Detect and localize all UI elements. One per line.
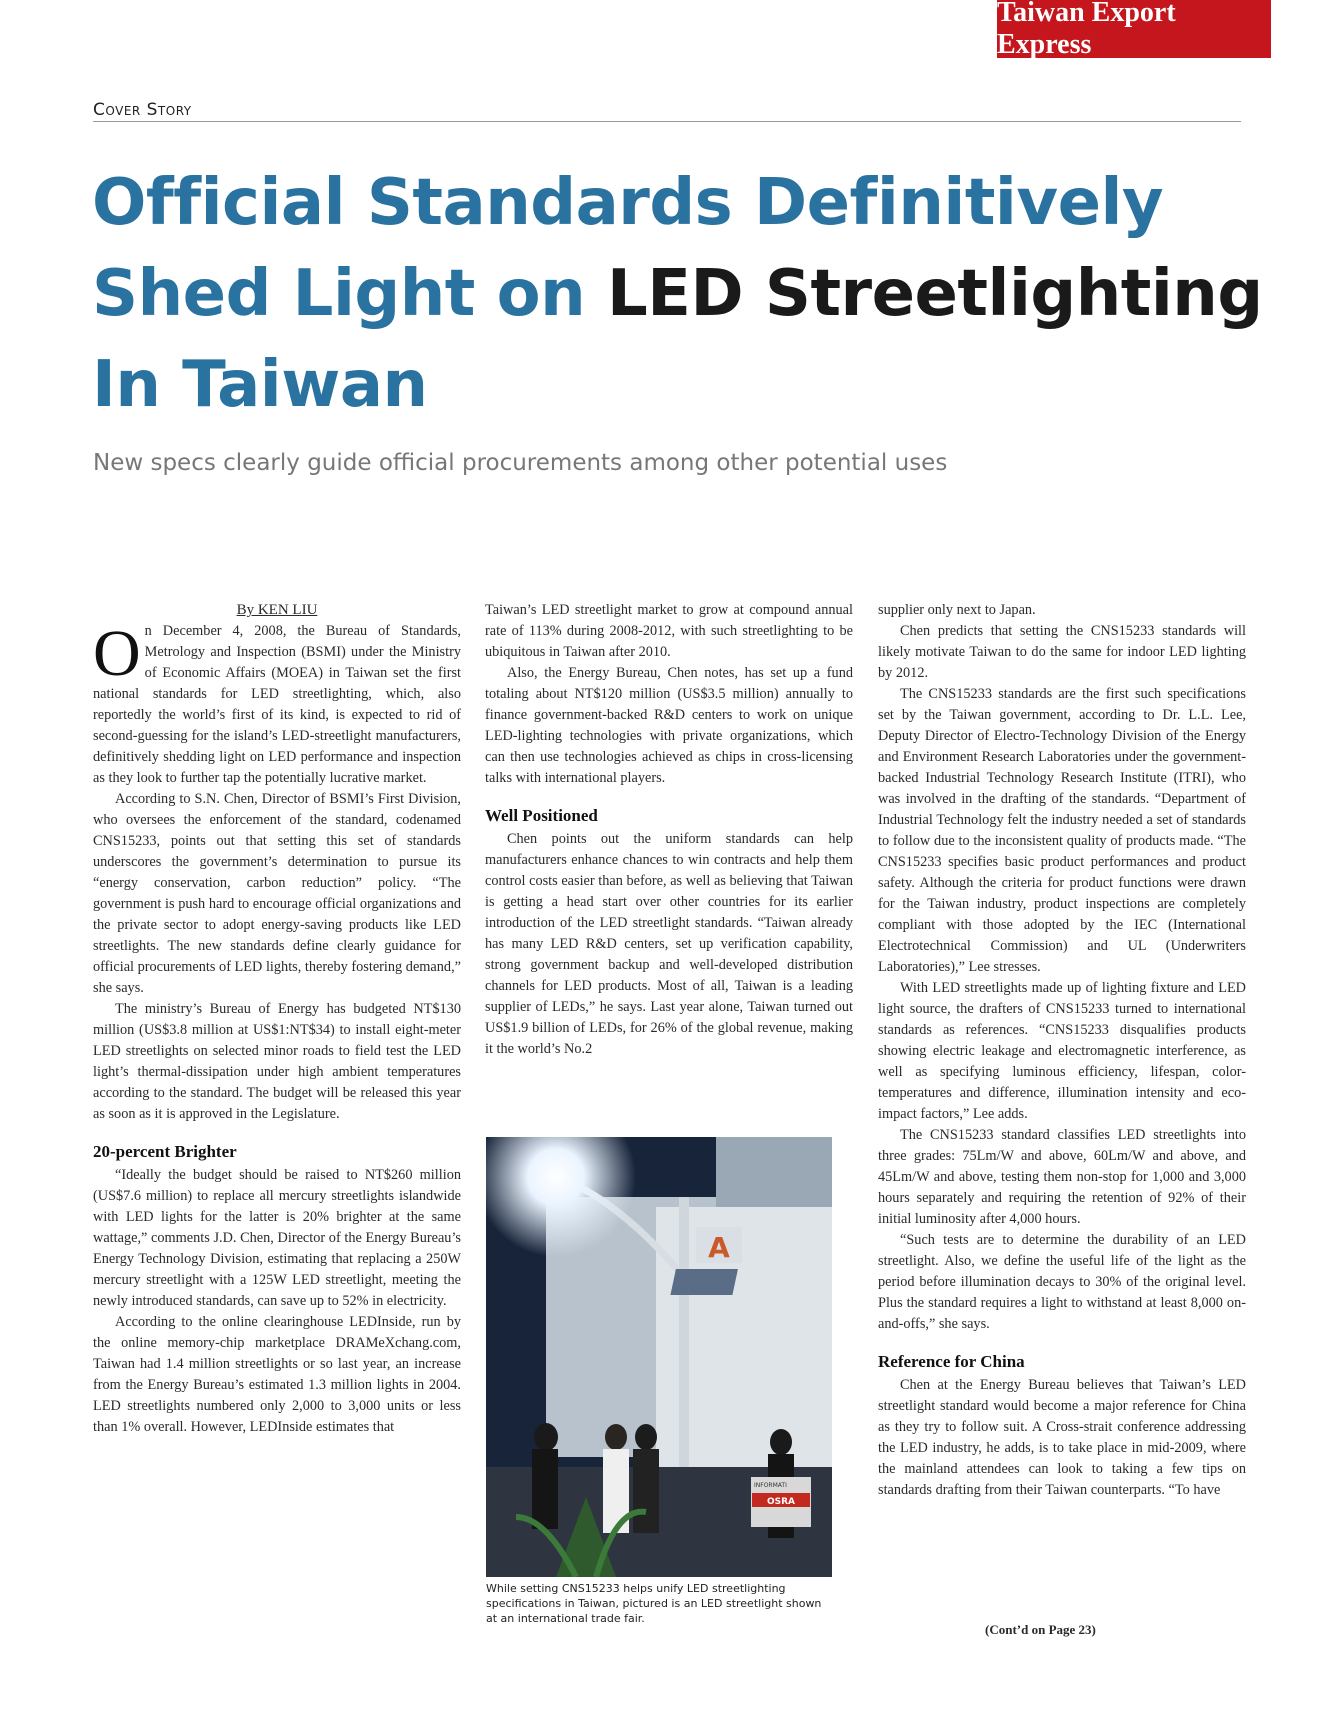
subheading: 20-percent Brighter bbox=[93, 1142, 237, 1161]
paragraph: Taiwan’s LED streetlight market to grow at compound annual rate of 113% during 2008-2012, with such streetlighting to be ubiquitous in Taiwan after 2010. bbox=[485, 602, 853, 660]
info-sign: INFORMATI bbox=[754, 1482, 787, 1489]
article-column-2 bbox=[485, 600, 853, 1060]
masthead-banner: Taiwan Export Express bbox=[997, 0, 1271, 58]
headline-blue-end: In Taiwan bbox=[92, 348, 428, 422]
subheading: Reference for China bbox=[878, 1352, 1025, 1371]
headline-dark: LED Streetlighting bbox=[606, 257, 1263, 331]
paragraph: supplier only next to Japan. bbox=[878, 602, 1036, 618]
paragraph: According to S.N. Chen, Director of BSMI’s First Division, who oversees the enforcement of the standard, codenamed CNS15233, points out that setting this set of standards underscores the government’s determination to pursue its “energy conservation, carbon reduction” policy. “The government is push hard to encourage official organizations and the private sector to adopt energy-saving products like LED streetlights. The new standards define clearly guidance for official procurements of LED lights, thereby fostering demand,” she says. bbox=[93, 791, 461, 996]
paragraph: The ministry’s Bureau of Energy has budgeted NT$130 million (US$3.8 million at US$1:NT$34) to install eight-meter LED streetlights on selected minor roads to field test the LED light’s thermal-dissipation under high ambient temperatures according to the standard. The budget will be released this year as soon as it is approved in the Legislature. bbox=[93, 1001, 461, 1122]
lead-paragraph: On December 4, 2008, the Bureau of Standards, Metrology and Inspection (BSMI) under the Ministry of Economic Affairs (MOEA) in Taiwan set the first national standards for LED streetlighting, which, also reportedly the world’s first of its kind, is expected to rid of second-guessing for the island’s LED-streetlight manufacturers, definitively shedding light on LED performance and inspection as they look to further tap the potentially lucrative market. bbox=[93, 617, 461, 786]
paragraph: Also, the Energy Bureau, Chen notes, has set up a fund totaling about NT$120 million (US$3.5 million) annually to finance government-backed R&D centers to work on unique LED-lighting technologies with private organizations, which can then use technologies achieved as chips in cross-licensing talks with international players. bbox=[485, 665, 853, 786]
paragraph: Chen predicts that setting the CNS15233 standards will likely motivate Taiwan to do the same for indoor LED lighting by 2012. bbox=[878, 623, 1246, 681]
booth-sign-letter: A bbox=[708, 1231, 730, 1264]
trade-fair-photo bbox=[486, 1137, 832, 1577]
section-rule bbox=[93, 121, 1241, 122]
continued-note: (Cont’d on Page 23) bbox=[985, 1622, 1096, 1637]
section-label: Cover Story bbox=[93, 100, 192, 120]
paragraph: According to the online clearinghouse LEDInside, run by the online memory-chip marketplace DRAMeXchang.com, Taiwan had 1.4 million streetlights or so last year, an increase from the Energy Bureau’s estimated 1.3 million lights in 2004. LED streetlights numbered only 2,000 to 3,000 units or less than 1% overall. However, LEDInside estimates that bbox=[93, 1314, 461, 1435]
paragraph: Chen points out the uniform standards can help manufacturers enhance chances to win contracts and help them control costs easier than before, as well as believing that Taiwan is getting a head start over other countries for its earlier introduction of the LED streetlight standards. “Taiwan already has many LED R&D centers, set up verification capability, strong government backup and well-developed distribution channels for LED products. Most of all, Taiwan is a leading supplier of LEDs,” he says. Last year alone, Taiwan turned out US$1.9 billion of LEDs, for 26% of the global revenue, making it the world’s No.2 bbox=[485, 831, 853, 1057]
byline: By KEN LIU bbox=[236, 602, 318, 618]
drop-cap: O bbox=[93, 617, 141, 690]
paragraph: “Such tests are to determine the durability of an LED streetlight. Also, we define the useful life of the light as the period before illumination decays to 30% of the original level. Plus the standard requires a light to withstand at least 8,000 on-and-offs,” she says. bbox=[878, 1232, 1246, 1332]
paragraph: With LED streetlights made up of lighting fixture and LED light source, the drafters of CNS15233 turned to international standards as references. “CNS15233 disqualifies products showing electric leakage and electromagnetic interference, as well as specifying luminous efficiency, lifespan, color-temperatures and difference, illumination intensity and eco-impact factors,” Lee adds. bbox=[878, 980, 1246, 1122]
headline-blue: Official Standards Definitively Shed Light on bbox=[92, 166, 1164, 331]
article-column-3 bbox=[878, 600, 1246, 1501]
brand-sign: OSRA bbox=[766, 1497, 796, 1507]
paragraph: The CNS15233 standards are the first such specifications set by the Taiwan government, according to Dr. L.L. Lee, Deputy Director of Electro-Technology Division of the Energy and Environment Research Laboratories under the government-backed Industrial Technology Research Institute (ITRI), who was involved in the drafting of the standards. “Department of Industrial Technology felt the industry needed a set of standards to follow due to the inconsistent quality of products made. “The CNS15233 specifies basic product performances and product safety. Although the criteria for product functions were drawn for the Taiwan industry, product inspections are completely compliant with those adopted by the IEC (International Electrotechnical Commission) and UL (Underwriters Laboratories),” Lee stresses. bbox=[878, 686, 1246, 975]
photo-caption: While setting CNS15233 helps unify LED streetlighting specifications in Taiwan, pictured is an LED streetlight shown at an international trade fair. bbox=[486, 1582, 822, 1625]
subheadline: New specs clearly guide official procurements among other potential uses bbox=[93, 450, 948, 476]
subheading: Well Positioned bbox=[485, 806, 598, 825]
paragraph: Chen at the Energy Bureau believes that Taiwan’s LED streetlight standard would become a major reference for China as they try to follow suit. A Cross-strait conference addressing the LED industry, he adds, is to take place in mid-2009, where the mainland attendees can look to taking a few tips on standards drafting from their Taiwan counterparts. “To have bbox=[878, 1377, 1246, 1498]
article-photo bbox=[486, 1137, 832, 1577]
headline bbox=[92, 158, 1272, 431]
article-column-1 bbox=[93, 600, 461, 1438]
paragraph: “Ideally the budget should be raised to NT$260 million (US$7.6 million) to replace all mercury streetlights islandwide with LED lights for the latter is 20% brighter at the same wattage,” comments J.D. Chen, Director of the Energy Bureau’s Energy Technology Division, estimating that replacing a 250W mercury streetlight with a 125W LED streetlight, meeting the newly introduced standards, can save up to 52% in electricity. bbox=[93, 1167, 461, 1309]
paragraph: The CNS15233 standard classifies LED streetlights into three grades: 75Lm/W and above, 60Lm/W and above, and 45Lm/W and above, testing them non-stop for 1,000 and 3,000 hours separately and requiring the retention of 92% of their initial luminosity after 4,000 hours. bbox=[878, 1127, 1246, 1227]
